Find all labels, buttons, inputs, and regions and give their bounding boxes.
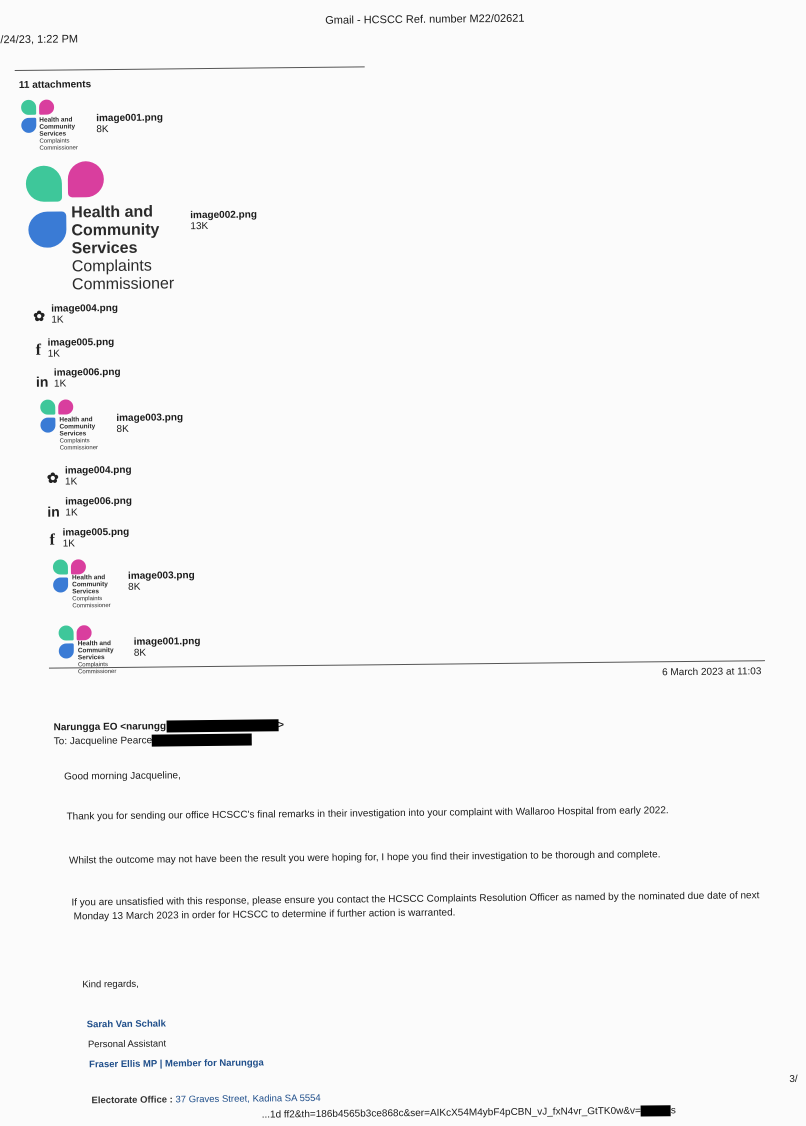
attachment-item[interactable]: image005.png 1K [47,336,115,360]
twitter-icon: ✿ [46,469,59,486]
redaction-bar [152,734,252,747]
hcscc-logo-small: Health and Community Services Complaints Commissioner [19,97,90,158]
signature-name: Sarah Van Schalk [86,1018,166,1031]
message-date: 6 March 2023 at 11:03 [662,666,762,679]
signature-office: Fraser Ellis MP | Member for Narungga [89,1057,264,1071]
attachments-count: 11 attachments [18,79,92,91]
body-paragraph: Whilst the outcome may not have been the result you were hoping for, I hope you find their investigation to be thorough and complete. [68,849,661,867]
linkedin-icon: in [47,503,60,520]
print-url: ...1d ff2&th=186b4565b3ce868c&ser=AIKcX54M4ybF4pCBN_vJ_fxN4vr_GtTK0w&v= s [261,1105,676,1121]
attachment-item[interactable]: image004.png 1K [64,464,132,488]
electorate-office: Electorate Office : 37 Graves Street, Kadina SA 5554 [91,1092,321,1107]
attachment-item[interactable]: image001.png 8K [96,112,163,136]
attachment-item[interactable]: image005.png 1K [62,526,130,550]
electorate-address-link[interactable]: 37 Graves Street, Kadina SA 5554 [175,1092,321,1106]
redaction-bar [641,1105,671,1116]
twitter-icon: ✿ [33,307,46,324]
body-paragraph: Monday 13 March 2023 in order for HCSCC to determine if further action is warranted. [73,907,456,923]
attachment-item[interactable]: image003.png 8K [127,570,195,593]
message-to: To: Jacqueline Pearce [54,734,253,748]
body-paragraph: Thank you for sending our office HCSCC's final remarks in their investigation into your complaint with Wallaroo Hospital from early 2022. [66,805,669,823]
attachment-item[interactable]: image004.png 1K [51,302,118,326]
attachment-item[interactable]: image002.png 13K [190,209,258,233]
divider [15,66,365,71]
attachment-item[interactable]: image003.png 8K [116,412,184,435]
attachment-item[interactable]: image006.png 1K [53,366,121,390]
message-divider [49,660,765,668]
linkedin-icon: in [35,373,49,390]
message-from[interactable]: Narungga EO <narungg > [53,719,285,734]
attachment-item[interactable]: image001.png 8K [133,636,201,659]
facebook-icon: f [35,341,42,359]
facebook-icon: f [49,531,56,549]
hcscc-logo-small: Health and Community Services Complaints Commissioner [53,559,129,620]
print-title: Gmail - HCSCC Ref. number M22/02621 [325,12,525,27]
print-datetime: /24/23, 1:22 PM [0,33,79,47]
attachment-item[interactable]: image006.png 1K [65,495,132,519]
hcscc-logo-large: Health and Community Services Complaints Commissioner [26,160,197,297]
closing: Kind regards, [82,978,139,991]
signature-role: Personal Assistant [87,1038,167,1051]
hcscc-logo-small: Health and Community Services Complaints Commissioner [40,399,116,460]
redaction-bar [166,719,278,732]
body-paragraph: If you are unsatisfied with this response, please ensure you contact the HCSCC Complaints Resolution Officer as named by the nominated due date of next [71,890,760,909]
page-number: 3/ [789,1073,798,1085]
greeting: Good morning Jacqueline, [64,770,181,783]
hcscc-logo-small: Health and Community Services Complaints Commissioner [59,625,135,686]
